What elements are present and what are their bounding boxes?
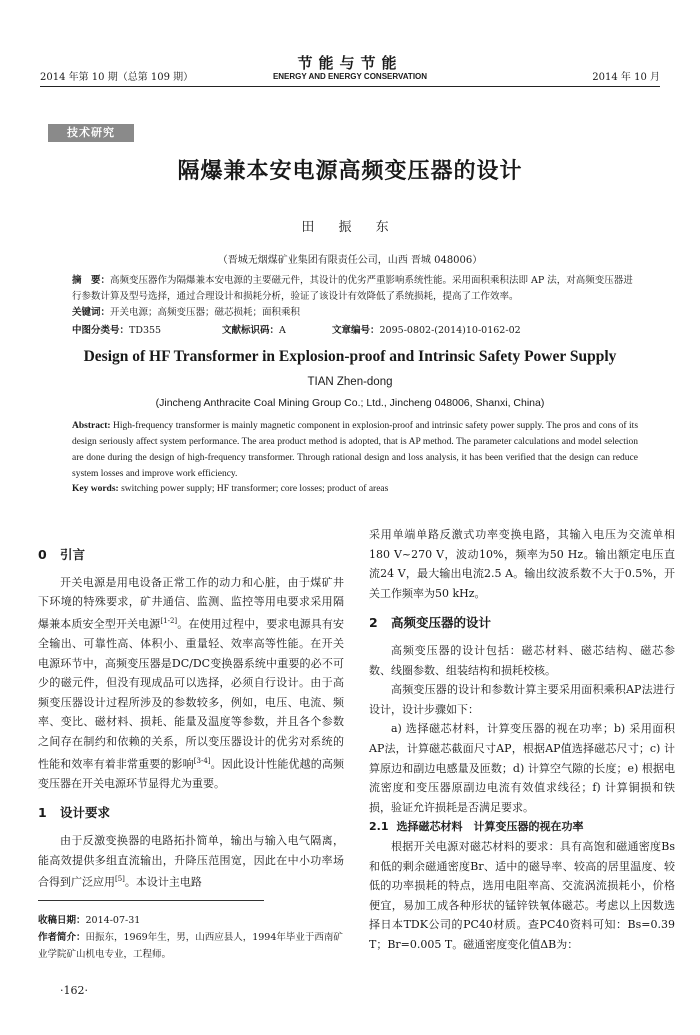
paragraph: 开关电源是用电设备正常工作的动力和心脏，由于煤矿井下环境的特殊要求，矿井通信、监测、监控等用电要求采用隔爆兼本质安全型开关电源[1-2]。在使用过程中，要求电源具有安全输出、可靠性高、体积小、重量轻、效率高等性能。在开关电源环节中，高频变压器是DC/DC变换器系统中重要的必不可少的磁元件，但没有现成品可以选择，必须自行设计。由于高频变压器设计过程所涉及的参数较多，例如，电压、电流、频率、变比、磁材料、损耗、能量及温度等参数，并且各个参数之间存在制约和依赖的关系，所以变压器设计的优劣对系统的性能和效率有着非常重要的影响[3-4]。因此设计性能优越的高频变压器在开关电源环节显得尤为重要。: [38, 575, 345, 790]
keywords-en-text: switching power supply; HF transformer; core losses; product of areas: [121, 484, 389, 494]
author-en: TIAN Zhen-dong: [307, 376, 393, 388]
abstract-en-text: High-frequency transformer is mainly magnetic component in explosion-proof and intrinsic safety power supply. The pros and cons of its design seriously affect system performance. The area product method is adopted, that is AP method. The parameter calculations and model selection are done during the design of high-frequency transformer. Through rational design and loss analysis, it has been verified that the design can reduce system losses and improve work efficiency.: [72, 421, 639, 479]
paper-title: 隔爆兼本安电源高频变压器的设计: [177, 159, 523, 184]
paragraph: 高频变压器的设计包括：磁芯材料、磁芯结构、磁芯参数、线圈参数、组装结构和损耗校核。: [369, 643, 675, 677]
subsection-heading: 2.1 选择磁芯材料 计算变压器的视在功率: [369, 820, 584, 834]
received-label: 收稿日期：: [38, 915, 86, 926]
clc-label: 中图分类号：: [72, 325, 130, 336]
paragraph: 高频变压器的设计和参数计算主要采用面积乘积AP法进行设计，设计步骤如下：: [369, 683, 675, 716]
journal-name-en: ENERGY AND ENERGY CONSERVATION: [272, 72, 428, 81]
paragraph: 采用单端单路反激式功率变换电路，其输入电压为交流单相180 V~270 V，波动10%，频率为50 Hz。输出额定电压直流24 V，最大输出电流2.5 A。输出纹波系数不大于0.5%，开关工作频率为50 kHz。: [369, 528, 675, 600]
footnote-rule: [38, 900, 264, 901]
article-no-value: 2095-0802-(2014)10-0162-02: [379, 325, 521, 336]
section-heading: 1 设计要求: [38, 805, 111, 821]
abstract-en-label: Abstract:: [72, 421, 111, 431]
journal-masthead: [40, 54, 660, 82]
citation: [3-4]: [193, 756, 211, 765]
abstract-cn-text: 高频变压器作为隔爆兼本安电源的主要磁元件，其设计的优劣严重影响系统性能。采用面积乘积法即 AP 法，对高频变压器进行参数计算及型号选择，通过合理设计和损耗分析，验证了该设计有效降低了系统损耗，提高了工作效率。: [72, 275, 633, 302]
abstract-cn: [72, 273, 638, 321]
keywords-cn-label: 关键词：: [72, 307, 111, 318]
affiliation: （晋城无烟煤矿业集团有限责任公司，山西 晋城 048006）: [217, 255, 483, 266]
author: 田 振 东: [301, 220, 399, 235]
received-date: 2014-07-31: [85, 915, 141, 926]
doc-code-value: A: [279, 325, 286, 336]
paragraph: a) 选择磁芯材料，计算变压器的视在功率；b) 采用面积AP法，计算磁芯截面尺寸AP，根据AP值选择磁芯尺寸；c) 计算原边和副边电感量及匝数；d) 计算空气隙的长度；e) 根据电流密度和变压器原副边电流有效值求线径；f) 计算铜损和铁损，验证允许损耗是否满足要求。: [369, 722, 675, 814]
bio-label: 作者简介：: [38, 932, 86, 943]
abstract-en: [72, 418, 638, 482]
clc-value: TD355: [129, 325, 162, 336]
doc-code-label: 文献标识码：: [222, 325, 280, 336]
section-heading: 2 高频变压器的设计: [369, 615, 492, 631]
citation: [5]: [115, 875, 125, 884]
section-tag: 技术研究: [48, 124, 134, 142]
running-header: [40, 54, 660, 87]
citation: [1-2]: [160, 616, 178, 625]
abstract-cn-label: 摘 要：: [72, 275, 111, 286]
keywords-en-label: Key words:: [72, 484, 119, 494]
body-left-column: [38, 535, 344, 892]
paragraph: 由于反激变换器的电路拓扑简单，输出与输入电气隔离，能高效提供多组直流输出，升降压范围宽，因此在中小功率场合得到广泛应用[5]。本设计主电路: [38, 834, 344, 889]
paragraph: 根据开关电源对磁芯材料的要求：具有高饱和磁通密度Bs和低的剩余磁通密度Br、适中的磁导率、较高的居里温度、较低的功率损耗的特点，选用电阻率高、交流涡流损耗小，价格便宜，易加工成各种形状的锰锌铁氧体磁芯。考虑以上因数选择日本TDK公司的PC40材质。查PC40资料可知：Bs=0.39 T；Br=0.005 T。磁通密度变化值ΔB为：: [369, 839, 675, 951]
author-bio: 田振东，1969年生，男，山西应县人，1994年毕业于西南矿业学院矿山机电专业，工程师。: [38, 932, 343, 960]
section-heading: 0 引言: [38, 547, 86, 562]
issue-info: 2014 年第 10 期（总第 109 期）: [40, 72, 194, 83]
article-no-label: 文章编号：: [332, 325, 380, 336]
paper-title-en: Design of HF Transformer in Explosion-proof and Intrinsic Safety Power Supply: [83, 348, 617, 365]
footnote: [38, 912, 344, 963]
page-number: ·162·: [60, 984, 88, 997]
keywords-en: [72, 484, 638, 494]
classification-line: [72, 322, 638, 336]
issue-date: 2014 年 10 月: [592, 72, 660, 83]
keywords-cn-text: 开关电源；高频变压器；磁芯损耗；面积乘积: [110, 307, 301, 318]
body-right-column: [369, 525, 675, 954]
affiliation-en: (Jincheng Anthracite Coal Mining Group Co.; Ltd., Jincheng 048006, Shanxi, China): [155, 397, 545, 409]
journal-name-cn: 节能与节能: [297, 54, 403, 72]
